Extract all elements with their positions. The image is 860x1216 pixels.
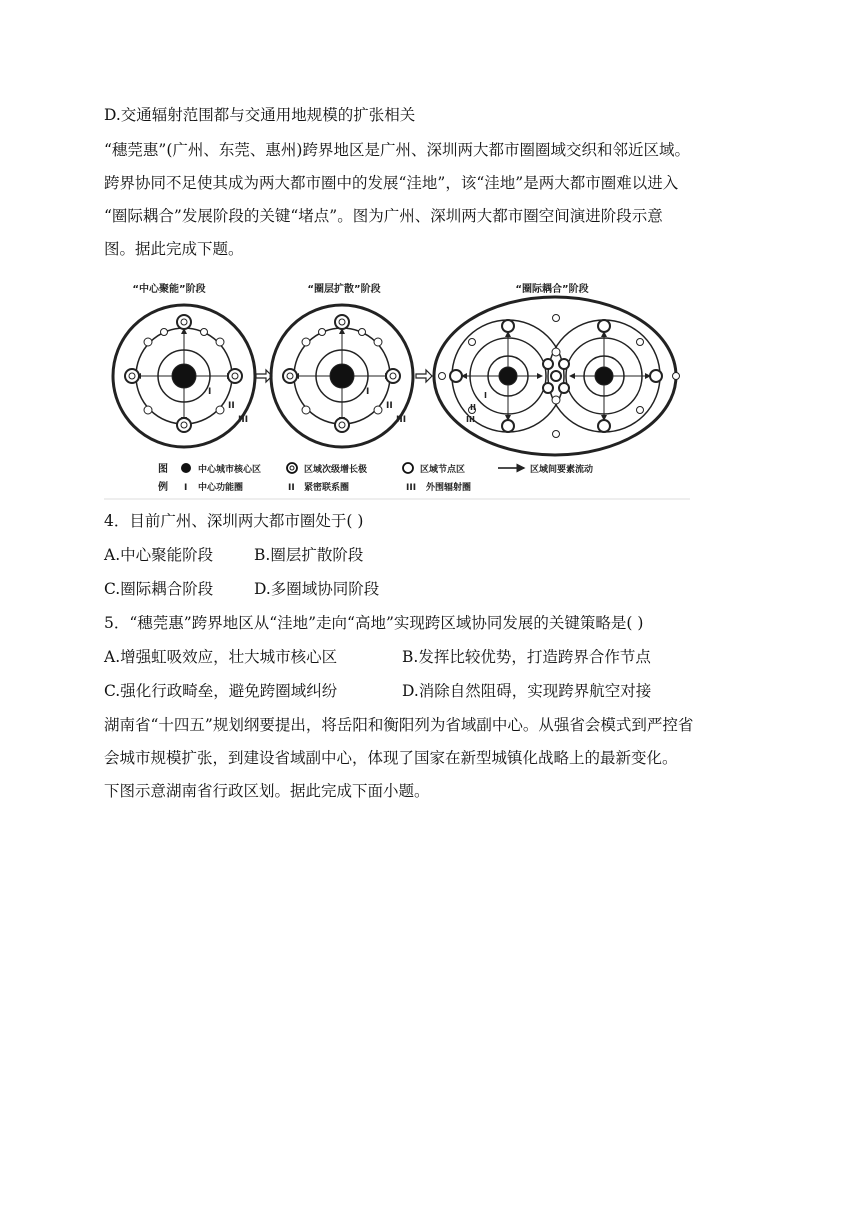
- stage2-title: “圈层扩散”阶段: [307, 284, 381, 295]
- passage2-line-3: 下图示意湖南省行政区划。据此完成下面小题。: [104, 782, 430, 800]
- stage1-ring-ii: II: [228, 401, 235, 411]
- legend-ring2-label: 紧密联系圈: [304, 483, 350, 493]
- stage3-ring-iii: III: [466, 415, 475, 424]
- passage2-line-1: 湖南省“十四五”规划纲要提出，将岳阳和衡阳列为省域副中心。从强省会模式到严控省: [104, 716, 694, 734]
- stage3-ring-i: I: [484, 391, 487, 400]
- legend-ring2-mark: II: [288, 483, 295, 493]
- passage-line-4: 图。据此完成下题。: [104, 240, 244, 258]
- q4-option-d[interactable]: D.多圈域协同阶段: [254, 580, 380, 598]
- growth-pole-icon: [287, 463, 297, 473]
- legend-ring1-mark: I: [184, 483, 188, 493]
- stage2-diagram: [271, 305, 413, 447]
- option-d-prev-question: D.交通辐射范围都与交通用地规模的扩张相关: [104, 106, 416, 124]
- q5-option-d[interactable]: D.消除自然阻碍，实现跨界航空对接: [402, 682, 652, 700]
- question-4-stem: 4．目前广州、深圳两大都市圈处于( ): [104, 512, 364, 530]
- legend-core-label: 中心城市核心区: [198, 465, 262, 475]
- legend-flow-label: 区域间要素流动: [530, 465, 594, 475]
- legend-ring1-label: 中心功能圈: [198, 483, 244, 493]
- passage-line-3: “圈际耦合”发展阶段的关键“堵点”。图为广州、深圳两大都市圈空间演进阶段示意: [104, 207, 663, 225]
- question-5-stem: 5．“穗莞惠”跨界地区从“洼地”走向“高地”实现跨区域协同发展的关键策略是( ): [104, 614, 644, 632]
- legend-ring3-mark: III: [406, 483, 417, 493]
- q5-option-a[interactable]: A.增强虹吸效应，壮大城市核心区: [104, 648, 338, 666]
- stage3-title: “圈际耦合”阶段: [515, 284, 589, 295]
- q4-option-c[interactable]: C.圈际耦合阶段: [104, 580, 214, 598]
- legend-node-label: 区域节点区: [420, 465, 466, 475]
- stage3-diagram: [434, 297, 680, 455]
- q4-option-a[interactable]: A.中心聚能阶段: [104, 546, 214, 564]
- stage1-diagram: [113, 305, 255, 447]
- figure-legend: [158, 462, 593, 493]
- stage-transition-arrow: [416, 370, 432, 382]
- legend-growth-label: 区域次级增长极: [304, 465, 368, 475]
- q4-option-b[interactable]: B.圈层扩散阶段: [254, 546, 364, 564]
- stage1-title: “中心聚能”阶段: [132, 284, 206, 295]
- stage1-ring-iii: III: [238, 415, 249, 425]
- q5-option-c[interactable]: C.强化行政畸垒，避免跨圈域纠纷: [104, 682, 338, 700]
- stage2-ring-ii: II: [386, 401, 393, 411]
- node-area-icon: [403, 463, 413, 473]
- legend-title-top: 图: [158, 464, 168, 475]
- passage2-line-2: 会城市规模扩张，到建设省域副中心，体现了国家在新型城镇化战略上的最新变化。: [104, 749, 678, 767]
- metropolitan-stage-figure: [104, 272, 690, 500]
- stage3-ring-ii: II: [470, 403, 476, 412]
- stage1-ring-i: I: [208, 387, 212, 397]
- stage2-ring-iii: III: [396, 415, 407, 425]
- stage2-ring-i: I: [366, 387, 370, 397]
- passage-line-2: 跨界协同不足使其成为两大都市圈中的发展“洼地”，该“洼地”是两大都市圈难以进入: [104, 174, 679, 192]
- legend-ring3-label: 外围辐射圈: [426, 483, 472, 493]
- core-area-icon: [181, 463, 191, 473]
- passage-line-1: “穗莞惠”(广州、东莞、惠州)跨界地区是广州、深圳两大都市圈圈域交织和邻近区域。: [104, 141, 690, 159]
- legend-title-bottom: 例: [158, 482, 168, 493]
- q5-option-b[interactable]: B.发挥比较优势，打造跨界合作节点: [402, 648, 651, 666]
